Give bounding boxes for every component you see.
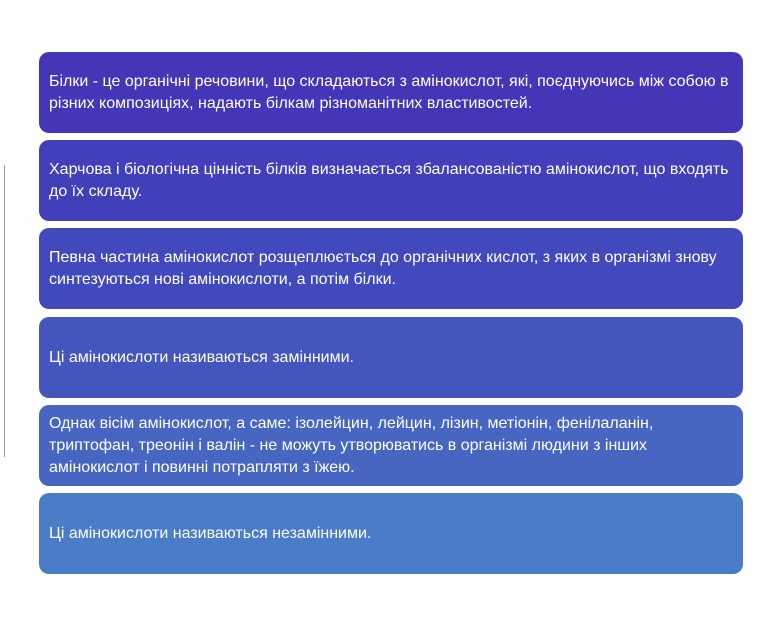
text-block-6-text: Ці амінокислоти називаються незамінними.: [49, 524, 372, 542]
text-block-2-text: Харчова і біологічна цінність білків визначається збалансованістю амінокислот, що входять до їх складу.: [49, 160, 729, 200]
text-block-1: [39, 52, 743, 133]
text-block-4: [39, 317, 743, 398]
text-block-5-text: Однак вісім амінокислот, а саме: ізолейцин, лейцин, лізин, метіонін, фенілаланін, триптофан, треонін і валін - не можуть утворюватись в організмі людини з інших амінокислот і повинні потрапляти з їжею.: [49, 414, 654, 476]
text-block-1-text: Білки - це органічні речовини, що складаються з амінокислот, які, поєднуючись між собою в різних композиціях, надають білкам різноманітних властивостей.: [49, 72, 729, 112]
text-block-4-text: Ці амінокислоти називаються замінними.: [49, 348, 354, 366]
text-block-2: [39, 140, 743, 221]
text-block-6: [39, 493, 743, 574]
text-block-5: [39, 405, 743, 486]
side-divider-line: [4, 165, 5, 457]
text-block-3: [39, 228, 743, 309]
text-block-3-text: Певна частина амінокислот розщеплюється до органічних кислот, з яких в організмі знову синтезуються нові амінокислоти, а потім білки.: [49, 248, 717, 288]
